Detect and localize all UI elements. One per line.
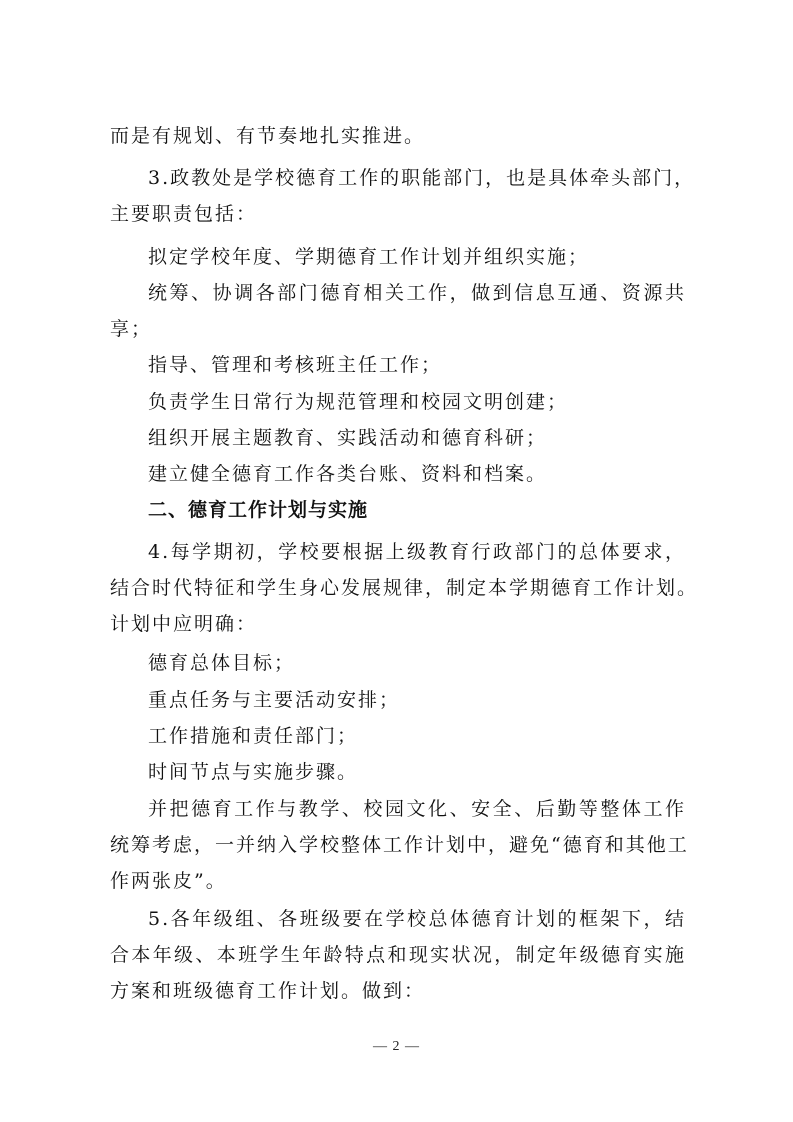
paragraph-line: 主要职责包括： [110, 203, 258, 225]
paragraph-line: 并把德育工作与教学、校园文化、安全、后勤等整体工作 [148, 798, 686, 820]
paragraph-line: 建立健全德育工作各类台账、资料和档案。 [148, 463, 548, 485]
paragraph-line: 3.政教处是学校德育工作的职能部门，也是具体牵头部门， [148, 167, 696, 189]
paragraph-line: 重点任务与主要活动安排； [148, 689, 401, 711]
paragraph-line: 德育总体目标； [148, 652, 296, 674]
paragraph-line: 时间节点与实施步骤。 [148, 761, 359, 783]
paragraph-line: 4.每学期初，学校要根据上级教育行政部门的总体要求， [148, 541, 686, 563]
paragraph-line: 享； [110, 318, 153, 340]
paragraph-line: 作两张皮”。 [110, 870, 227, 892]
paragraph-line: 合本年级、本班学生年龄特点和现实状况，制定年级德育实施 [110, 944, 686, 966]
paragraph-line: 组织开展主题教育、实践活动和德育科研； [148, 427, 548, 449]
paragraph-line: 而是有规划、有节奏地扎实推进。 [110, 125, 426, 147]
paragraph-line: 结合时代特征和学生身心发展规律，制定本学期德育工作计划。 [110, 577, 699, 599]
paragraph-line: 工作措施和责任部门； [148, 725, 359, 747]
paragraph-line: 方案和班级德育工作计划。做到： [110, 980, 426, 1002]
paragraph-line: 5.各年级组、各班级要在学校总体德育计划的框架下，结 [148, 908, 686, 930]
paragraph-line: 拟定学校年度、学期德育工作计划并组织实施； [148, 246, 590, 268]
paragraph-line: 指导、管理和考核班主任工作； [148, 354, 443, 376]
paragraph-line: 统筹、协调各部门德育相关工作，做到信息互通、资源共 [148, 282, 686, 304]
page-number: — 2 — [373, 1039, 420, 1054]
section-heading: 二、德育工作计划与实施 [148, 499, 369, 521]
paragraph-line: 负责学生日常行为规范管理和校园文明创建； [148, 391, 569, 413]
paragraph-line: 统筹考虑，一并纳入学校整体工作计划中，避免“德育和其他工 [110, 834, 689, 856]
paragraph-line: 计划中应明确： [110, 613, 258, 635]
